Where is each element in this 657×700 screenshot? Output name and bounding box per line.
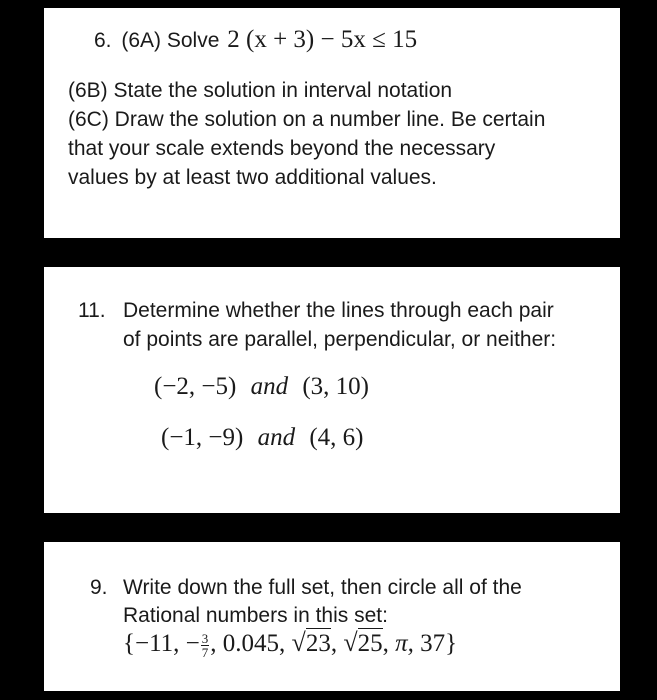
problem-9-card xyxy=(44,542,620,691)
problem-6-number: 6. xyxy=(94,29,112,52)
set-item-fraction xyxy=(185,630,211,660)
pair-1-point-b: (3, 10) xyxy=(302,373,370,400)
problem-6a-label: (6A) Solve xyxy=(121,29,220,52)
pair-1-point-a: (−2, −5) xyxy=(154,373,237,400)
problem-6-line-4: values by at least two additional values. xyxy=(68,166,437,189)
set-item-sqrt-23: √23, xyxy=(291,628,338,657)
problem-11-line-2: of points are parallel, perpendicular, or neither: xyxy=(123,328,557,351)
problem-6-header xyxy=(94,26,417,54)
sqrt-symbol: √ xyxy=(343,628,358,657)
pair-1-connector: and xyxy=(250,373,289,400)
problem-6-inequality: 2 (x + 3) − 5x ≤ 15 xyxy=(227,26,418,53)
problem-9-line-1: Write down the full set, then circle all of the xyxy=(123,576,522,599)
problem-6-line-2: (6C) Draw the solution on a number line. Be certain xyxy=(68,108,546,131)
point-pair-1 xyxy=(154,373,369,401)
fraction-denominator: 7 xyxy=(201,644,209,660)
set-item-decimal: , 0.045, xyxy=(210,630,286,657)
radicand-23: 23 xyxy=(305,630,331,657)
point-pair-2 xyxy=(161,424,364,452)
radicand-25: 25 xyxy=(357,630,383,657)
set-item-sqrt-25: √25, xyxy=(343,628,389,657)
problem-6-line-1: (6B) State the solution in interval notation xyxy=(68,79,453,102)
sqrt-symbol: √ xyxy=(291,628,306,657)
set-open-brace: { xyxy=(123,630,135,657)
problem-11-card xyxy=(44,267,620,513)
pair-2-point-b: (4, 6) xyxy=(309,424,364,451)
fraction xyxy=(201,632,210,659)
problem-6-line-3: that your scale extends beyond the necessary xyxy=(68,137,496,160)
problem-6-card xyxy=(44,8,620,238)
pair-2-point-a: (−1, −9) xyxy=(161,424,244,451)
problem-11-number: 11. xyxy=(78,299,106,322)
set-item-pi: π, xyxy=(395,630,414,657)
problem-11-line-1: Determine whether the lines through each pair xyxy=(123,299,554,322)
problem-9-line-2: Rational numbers in this set: xyxy=(123,604,388,627)
fraction-numerator: 3 xyxy=(201,630,209,646)
set-item-neg-eleven: −11, xyxy=(135,630,180,657)
problem-9-number: 9. xyxy=(90,576,108,599)
set-close-brace: } xyxy=(445,630,458,657)
set-item-37: 37 xyxy=(420,630,446,657)
fraction-neg-sign: − xyxy=(185,630,200,657)
number-set xyxy=(123,628,457,659)
pair-2-connector: and xyxy=(257,424,296,451)
